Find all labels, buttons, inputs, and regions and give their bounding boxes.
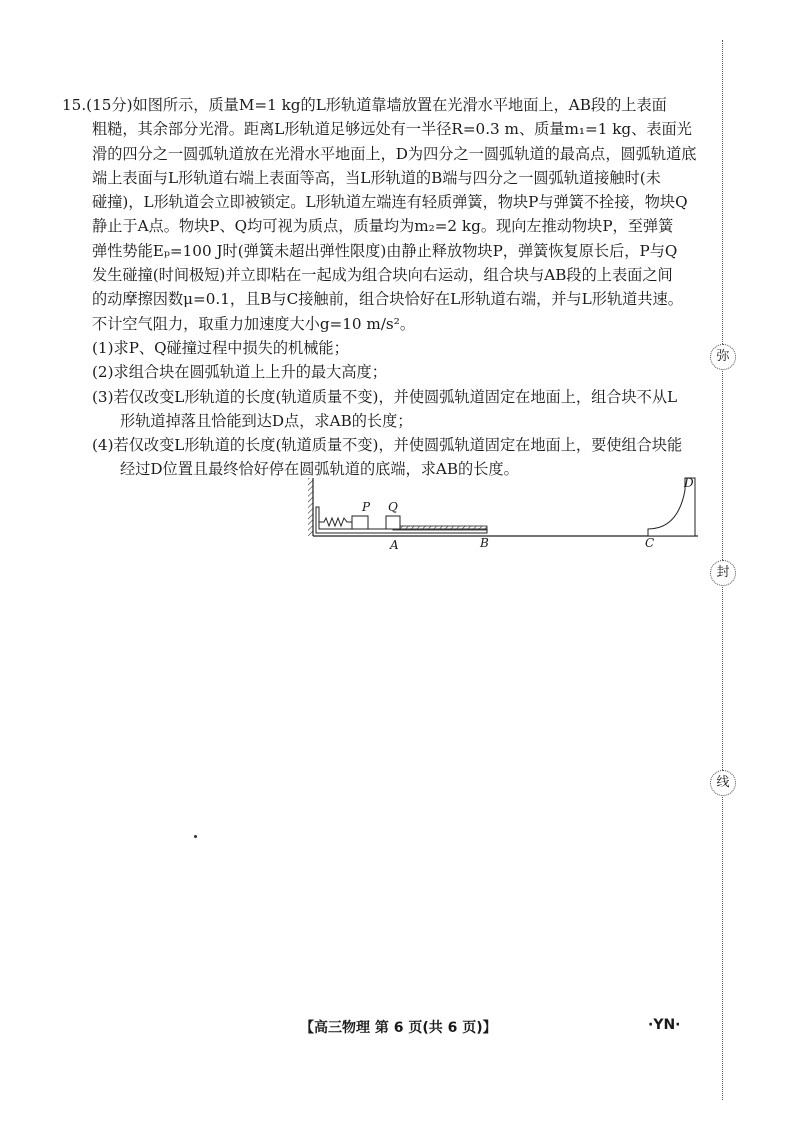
problem-line: 15.(15分)如图所示，质量M=1 kg的L形轨道靠墙放置在光滑水平地面上，AB段的上表面 [62, 96, 667, 114]
label-p: P [362, 500, 371, 514]
problem-line: 不计空气阻力，取重力加速度大小g=10 m/s²。 [92, 314, 416, 333]
problem-line: 碰撞)，L形轨道会立即被锁定。L形轨道左端连有轻质弹簧，物块P与弹簧不拴接，物块Q [92, 193, 688, 212]
footer-code: ·YN· [648, 1017, 681, 1033]
track-diagram [300, 470, 720, 560]
problem-line: 发生碰撞(时间极短)并立即粘在一起成为组合块向右运动，组合块与AB段的上表面之间 [92, 266, 673, 285]
label-a: A [390, 538, 399, 552]
label-d: D [684, 476, 694, 490]
block-p [352, 516, 368, 529]
problem-line: 弹性势能Eₚ=100 J时(弹簧未超出弹性限度)由静止释放物块P，弹簧恢复原长后，P与Q [92, 241, 678, 260]
track-diagram-svg [300, 470, 720, 560]
rough-section-ab [393, 526, 487, 530]
block-q [386, 516, 400, 529]
stray-mark [194, 835, 197, 838]
seal-mark-xian: 线 [710, 770, 736, 796]
seal-mark-mi: 弥 [710, 344, 736, 370]
spring [319, 518, 352, 526]
question-3-cont: 形轨道掉落且恰能到达D点，求AB的长度； [120, 411, 413, 430]
label-c: C [645, 536, 655, 550]
problem-line: 粗糙，其余部分光滑。距离L形轨道足够远处有一半径R=0.3 m、质量m₁=1 kg、表面光 [92, 120, 692, 139]
label-q: Q [388, 500, 398, 514]
question-4-cont: 经过D位置且最终恰好停在圆弧轨道的底端，求AB的长度。 [120, 460, 519, 479]
wall [308, 478, 313, 536]
seal-mark-feng: 封 [710, 560, 736, 586]
question-2: (2)求组合块在圆弧轨道上上升的最大高度； [92, 363, 387, 382]
problem-15 [62, 93, 702, 482]
question-3: (3)若仅改变L形轨道的长度(轨道质量不变)，并使圆弧轨道固定在地面上，组合块不从L [92, 387, 678, 406]
problem-line: 的动摩擦因数μ=0.1，且B与C接触前，组合块恰好在L形轨道右端，并与L形轨道共速。 [92, 290, 683, 309]
label-b: B [480, 536, 489, 550]
problem-line: 端上表面与L形轨道右端上表面等高，当L形轨道的B端与四分之一圆弧轨道接触时(未 [92, 168, 661, 187]
question-4: (4)若仅改变L形轨道的长度(轨道质量不变)，并使圆弧轨道固定在地面上，要使组合块能 [92, 436, 683, 455]
problem-line: 滑的四分之一圆弧轨道放在光滑水平地面上，D为四分之一圆弧轨道的最高点，圆弧轨道底 [92, 144, 697, 163]
page-footer [0, 1012, 800, 1042]
question-1: (1)求P、Q碰撞过程中损失的机械能； [92, 338, 349, 357]
problem-line: 静止于A点。物块P、Q均可视为质点，质量均为m₂=2 kg。现向左推动物块P，至弹簧 [92, 217, 674, 236]
footer-page-info: 【高三物理 第 6 页(共 6 页)】 [300, 1020, 497, 1036]
